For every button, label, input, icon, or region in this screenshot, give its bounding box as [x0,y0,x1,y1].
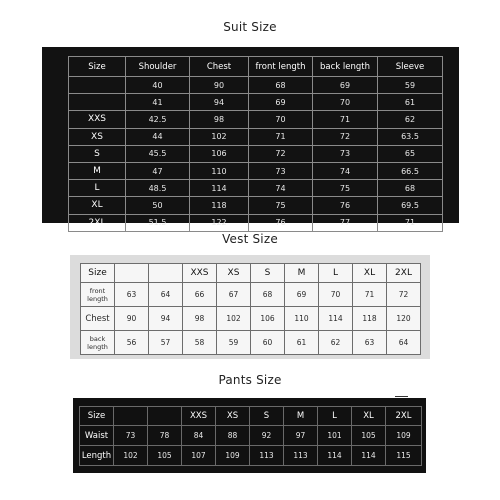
value-cell: 66 [183,283,217,307]
value-cell: 41 [126,94,190,111]
table-row [81,283,421,307]
value-cell: 110 [285,307,319,331]
value-cell: 47 [126,162,190,179]
header-row [69,57,443,77]
value-cell: 57 [149,331,183,355]
header-cell: Size [81,264,115,283]
value-cell: 65 [378,145,443,162]
header-cell: M [284,407,318,426]
header-cell: XXS [182,407,216,426]
row-label-cell: front length [81,283,115,307]
value-cell: 84 [182,426,216,446]
header-cell [149,264,183,283]
value-cell: 94 [149,307,183,331]
value-cell: 62 [378,111,443,128]
value-cell: 68 [378,180,443,197]
header-cell: 2XL [387,264,421,283]
header-cell: XL [352,407,386,426]
table-row [69,180,443,197]
value-cell: 105 [148,446,182,466]
value-cell: 56 [115,331,149,355]
header-cell [115,264,149,283]
header-cell: L [319,264,353,283]
header-cell: Chest [190,57,249,77]
value-cell: 44 [126,128,190,145]
row-label-cell: M [69,162,126,179]
value-cell: 118 [353,307,387,331]
value-cell: 64 [149,283,183,307]
value-cell: 70 [319,283,353,307]
pants-size-table [79,406,422,466]
value-cell: 71 [353,283,387,307]
value-cell: 74 [249,180,313,197]
row-label-cell: XS [69,128,126,145]
table-row [80,426,422,446]
row-label-cell: Waist [80,426,114,446]
value-cell: 101 [318,426,352,446]
value-cell: 76 [313,197,378,214]
header-cell: XXS [183,264,217,283]
suit-size-panel [42,47,459,228]
value-cell: 113 [250,446,284,466]
value-cell: 113 [284,446,318,466]
header-cell: S [250,407,284,426]
row-label-cell [69,94,126,111]
table-row [69,94,443,111]
header-cell: Shoulder [126,57,190,77]
value-cell: 114 [318,446,352,466]
value-cell: 73 [313,145,378,162]
value-cell: 105 [352,426,386,446]
row-label-cell: S [69,145,126,162]
header-cell: front length [249,57,313,77]
value-cell: 120 [387,307,421,331]
value-cell: 73 [249,162,313,179]
table-row [80,446,422,466]
value-cell: 98 [183,307,217,331]
value-cell: 97 [284,426,318,446]
pants-size-title: Pants Size [218,373,282,387]
value-cell: 92 [250,426,284,446]
table-row [81,307,421,331]
value-cell: 78 [148,426,182,446]
value-cell: 102 [217,307,251,331]
value-cell: 64 [387,331,421,355]
value-cell: 63 [115,283,149,307]
value-cell: 69.5 [378,197,443,214]
vest-size-title: Vest Size [222,232,278,246]
value-cell: 70 [249,111,313,128]
value-cell: 48.5 [126,180,190,197]
value-cell: 59 [378,77,443,94]
header-cell: back length [313,57,378,77]
table-row [69,111,443,128]
header-cell: XS [217,264,251,283]
row-label-cell: XL [69,197,126,214]
value-cell: 114 [319,307,353,331]
header-cell: Sleeve [378,57,443,77]
value-cell: 62 [319,331,353,355]
value-cell: 60 [251,331,285,355]
value-cell: 109 [386,426,422,446]
value-cell: 118 [190,197,249,214]
header-cell: Size [80,407,114,426]
value-cell: 71 [378,214,443,231]
value-cell: 90 [115,307,149,331]
value-cell: 122 [190,214,249,231]
value-cell: 69 [285,283,319,307]
value-cell: 45.5 [126,145,190,162]
value-cell: 88 [216,426,250,446]
value-cell: 68 [251,283,285,307]
value-cell: 40 [126,77,190,94]
value-cell: 109 [216,446,250,466]
value-cell: 72 [249,145,313,162]
header-cell [114,407,148,426]
header-row [81,264,421,283]
value-cell: 76 [249,214,313,231]
vest-size-panel [70,255,430,359]
value-cell: 50 [126,197,190,214]
value-cell: 110 [190,162,249,179]
value-cell: 51.5 [126,214,190,231]
vest-size-table [80,263,421,355]
value-cell: 106 [251,307,285,331]
row-label-cell: back length [81,331,115,355]
table-row [81,331,421,355]
value-cell: 114 [352,446,386,466]
suit-size-title: Suit Size [223,20,277,34]
table-row [69,145,443,162]
value-cell: 73 [114,426,148,446]
value-cell: 59 [217,331,251,355]
value-cell: 58 [183,331,217,355]
header-cell [148,407,182,426]
value-cell: 74 [313,162,378,179]
value-cell: 75 [313,180,378,197]
value-cell: 42.5 [126,111,190,128]
header-cell: S [251,264,285,283]
row-label-cell: L [69,180,126,197]
row-label-cell [69,77,126,94]
value-cell: 71 [313,111,378,128]
table-row [69,77,443,94]
value-cell: 77 [313,214,378,231]
value-cell: 102 [190,128,249,145]
row-label-cell: XXS [69,111,126,128]
value-cell: 63.5 [378,128,443,145]
header-cell: XL [353,264,387,283]
value-cell: 107 [182,446,216,466]
divider [395,396,408,397]
value-cell: 75 [249,197,313,214]
value-cell: 69 [313,77,378,94]
header-cell: M [285,264,319,283]
value-cell: 114 [190,180,249,197]
value-cell: 68 [249,77,313,94]
row-label-cell: Chest [81,307,115,331]
value-cell: 69 [249,94,313,111]
header-cell: Size [69,57,126,77]
value-cell: 63 [353,331,387,355]
suit-size-table [68,56,443,232]
row-label-cell: 2XL [69,214,126,231]
value-cell: 90 [190,77,249,94]
header-row [80,407,422,426]
pants-size-panel [73,398,426,473]
value-cell: 72 [313,128,378,145]
header-cell: 2XL [386,407,422,426]
value-cell: 94 [190,94,249,111]
header-cell: L [318,407,352,426]
value-cell: 115 [386,446,422,466]
table-row [69,162,443,179]
table-row [69,197,443,214]
header-cell: XS [216,407,250,426]
value-cell: 61 [285,331,319,355]
value-cell: 102 [114,446,148,466]
value-cell: 66.5 [378,162,443,179]
table-row [69,128,443,145]
table-row [69,214,443,231]
value-cell: 98 [190,111,249,128]
value-cell: 61 [378,94,443,111]
value-cell: 71 [249,128,313,145]
value-cell: 67 [217,283,251,307]
value-cell: 70 [313,94,378,111]
value-cell: 106 [190,145,249,162]
row-label-cell: Length [80,446,114,466]
value-cell: 72 [387,283,421,307]
